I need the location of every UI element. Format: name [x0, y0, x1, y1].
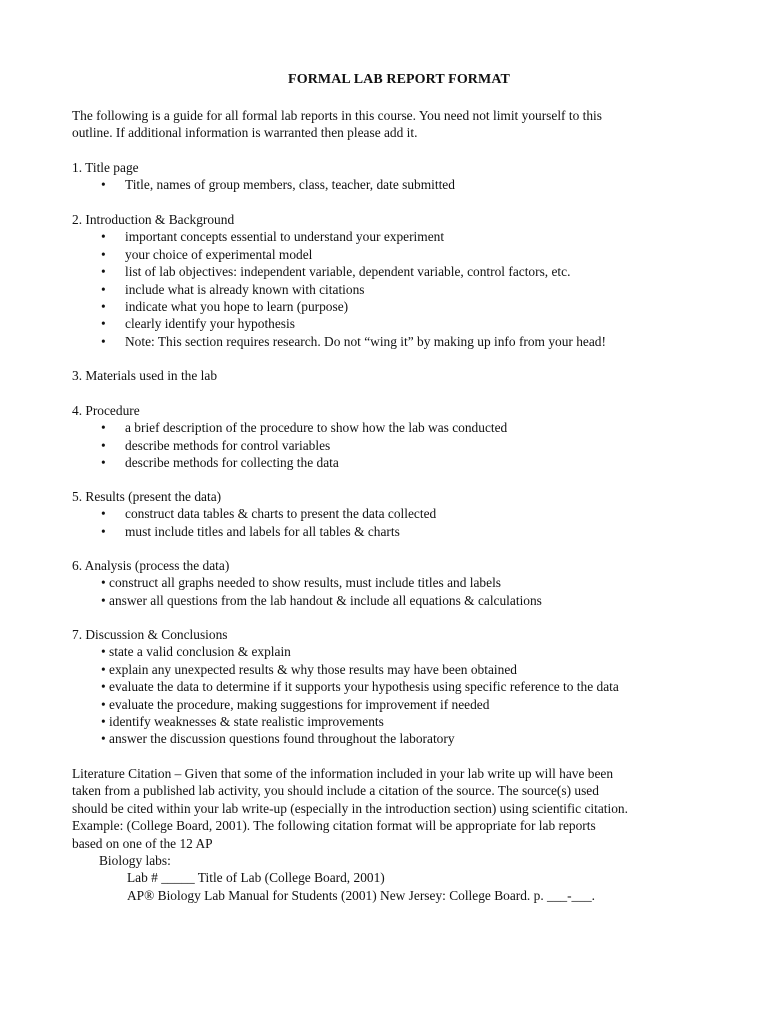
bullet-marker: • [101, 264, 106, 280]
bullet-marker: • [101, 281, 106, 297]
list-item: • a brief description of the procedure to show how the lab was conducted [101, 420, 508, 436]
list-item: • Title, names of group members, class, teacher, date submitted [101, 177, 455, 193]
list-item: • important concepts essential to understand your experiment [101, 229, 445, 245]
section-heading: 3. Materials used in the lab [72, 368, 218, 383]
list-item: • include what is already known with citations [101, 281, 365, 297]
section-heading: 2. Introduction & Background [72, 212, 235, 227]
bullet-list [72, 574, 702, 609]
intro-line: outline. If additional information is warranted then please add it. [72, 125, 418, 141]
section-title-page [72, 159, 702, 194]
citation-format-line: Lab # _____ Title of Lab (College Board, 2001) [127, 870, 385, 886]
list-item: • construct all graphs needed to show results, must include titles and labels [101, 575, 501, 591]
section-introduction [72, 211, 702, 350]
list-item: • list of lab objectives: independent variable, dependent variable, control factors, etc. [101, 264, 571, 280]
list-item: • describe methods for control variables [101, 437, 331, 453]
bullet-list [72, 176, 702, 193]
list-item: • state a valid conclusion & explain [101, 644, 291, 660]
section-heading: 7. Discussion & Conclusions [72, 627, 228, 642]
bullet-marker: • [101, 506, 106, 522]
list-item: • explain any unexpected results & why those results may have been obtained [101, 661, 517, 677]
bullet-marker: • [101, 246, 106, 262]
section-procedure [72, 402, 702, 472]
section-analysis [72, 557, 702, 609]
bullet-marker: • [101, 420, 106, 436]
bullet-marker: • [101, 333, 106, 349]
citation-line: based on one of the 12 AP [72, 835, 213, 851]
list-item: • must include titles and labels for all tables & charts [101, 523, 400, 539]
list-item: • clearly identify your hypothesis [101, 316, 295, 332]
intro-paragraph [72, 107, 702, 142]
list-item: • describe methods for collecting the data [101, 455, 339, 471]
bullet-marker: • [101, 299, 106, 315]
section-discussion [72, 626, 702, 748]
section-materials [72, 367, 702, 384]
citation-line: taken from a published lab activity, you should include a citation of the source. The source(s) used [72, 783, 599, 799]
list-item: • answer the discussion questions found throughout the laboratory [101, 731, 455, 747]
bullet-marker: • [101, 437, 106, 453]
list-item: • indicate what you hope to learn (purpose) [101, 299, 349, 315]
list-item: • construct data tables & charts to present the data collected [101, 506, 437, 522]
bullet-marker: • [101, 316, 106, 332]
list-item: • evaluate the data to determine if it supports your hypothesis using specific reference to the data [101, 679, 619, 695]
bullet-marker: • [101, 229, 106, 245]
citation-subheading: Biology labs: [99, 853, 171, 869]
list-item: • answer all questions from the lab handout & include all equations & calculations [101, 592, 542, 608]
bullet-list [72, 643, 702, 747]
citation-paragraph [72, 765, 702, 904]
list-item: • Note: This section requires research. Do not “wing it” by making up info from your head! [101, 333, 606, 349]
section-heading: 5. Results (present the data) [72, 489, 222, 504]
section-heading: 1. Title page [72, 160, 139, 175]
citation-format-line: AP® Biology Lab Manual for Students (2001) New Jersey: College Board. p. ___-___. [127, 887, 595, 903]
bullet-list [72, 505, 702, 540]
bullet-list [72, 419, 702, 471]
section-heading: 4. Procedure [72, 403, 140, 418]
citation-line: Example: (College Board, 2001). The following citation format will be appropriate for lab reports [72, 818, 596, 834]
bullet-list [72, 228, 702, 350]
bullet-marker: • [101, 177, 106, 193]
section-heading: 6. Analysis (process the data) [72, 558, 230, 573]
citation-line: should be cited within your lab write-up (especially in the introduction section) using scientific citation. [72, 800, 628, 816]
list-item: • identify weaknesses & state realistic improvements [101, 714, 384, 730]
bullet-marker: • [101, 523, 106, 539]
list-item: • evaluate the procedure, making suggestions for improvement if needed [101, 696, 490, 712]
document-title: FORMAL LAB REPORT FORMAT [288, 72, 510, 87]
bullet-marker: • [101, 455, 106, 471]
intro-line: The following is a guide for all formal lab reports in this course. You need not limit yourself to this [72, 108, 602, 123]
section-results [72, 488, 702, 540]
list-item: • your choice of experimental model [101, 246, 313, 262]
citation-line: Literature Citation – Given that some of the information included in your lab write up will have been [72, 766, 614, 781]
